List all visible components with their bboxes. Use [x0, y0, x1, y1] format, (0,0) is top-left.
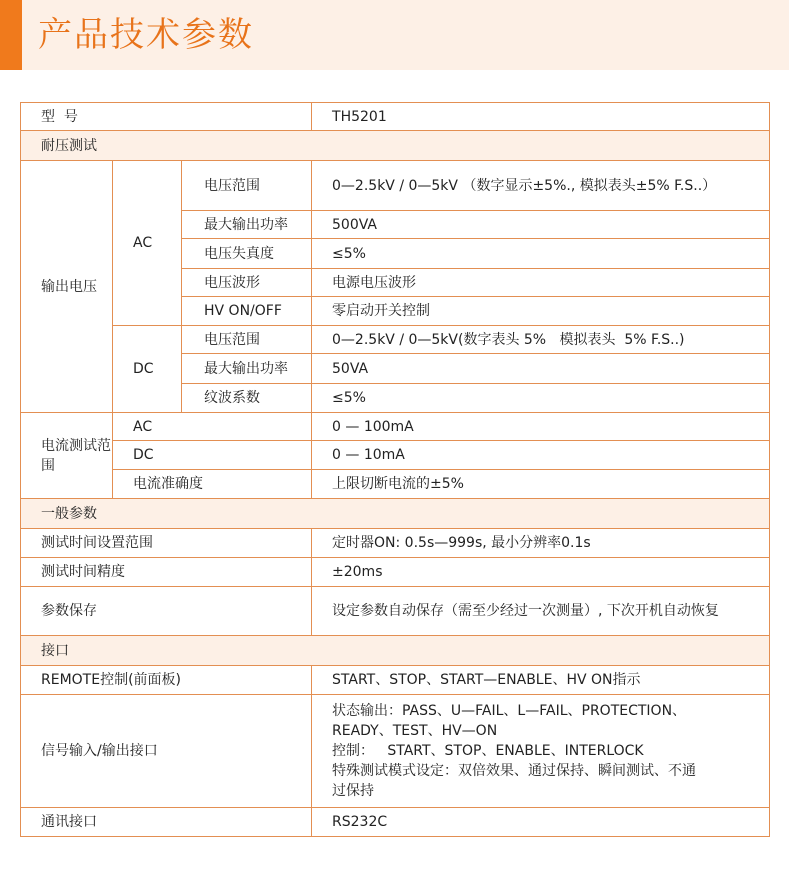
current-range-label: 电流测试范围 — [21, 413, 113, 499]
section-row — [21, 499, 770, 529]
section-withstand: 耐压测试 — [21, 131, 770, 161]
table-row — [21, 529, 770, 558]
output-voltage-label: 输出电压 — [21, 161, 113, 413]
comm-interface-value: RS232C — [312, 808, 770, 837]
ac-voltage-range-value: 0—2.5kV / 0—5kV （数字显示±5%., 模拟表头±5% F.S..） — [312, 161, 770, 211]
current-dc-label: DC — [113, 441, 312, 470]
dc-ripple-label: 纹波系数 — [182, 384, 312, 413]
ac-waveform-value: 电源电压波形 — [312, 269, 770, 297]
table-row — [21, 161, 770, 211]
title-banner — [0, 0, 789, 70]
section-row — [21, 131, 770, 161]
dc-max-power-value: 50VA — [312, 354, 770, 384]
table-row — [21, 103, 770, 131]
current-accuracy-label: 电流准确度 — [113, 470, 312, 499]
signal-io-line: 特殊测试模式设定：双倍效果、通过保持、瞬间测试、不通 — [332, 763, 697, 779]
signal-io-label: 信号输入/输出接口 — [21, 695, 312, 808]
page-title: 产品技术参数 — [38, 15, 254, 55]
current-dc-value: 0 — 10mA — [312, 441, 770, 470]
remote-control-label: REMOTE控制(前面板) — [21, 666, 312, 695]
remote-control-value: START、STOP、START—ENABLE、HV ON指示 — [312, 666, 770, 695]
table-row — [21, 441, 770, 470]
signal-io-value — [312, 695, 770, 808]
param-save-label: 参数保存 — [21, 587, 312, 636]
table-row — [21, 695, 770, 808]
spec-table — [20, 102, 770, 837]
ac-max-power-label: 最大输出功率 — [182, 211, 312, 239]
table-row — [21, 558, 770, 587]
accent-bar — [0, 0, 22, 70]
signal-io-line: READY、TEST、HV—ON — [332, 723, 498, 739]
section-row — [21, 636, 770, 666]
test-time-accuracy-label: 测试时间精度 — [21, 558, 312, 587]
hv-onoff-label: HV ON/OFF — [182, 297, 312, 326]
current-ac-value: 0 — 100mA — [312, 413, 770, 441]
table-row — [21, 470, 770, 499]
model-label: 型 号 — [21, 103, 312, 131]
comm-interface-label: 通讯接口 — [21, 808, 312, 837]
test-time-range-label: 测试时间设置范围 — [21, 529, 312, 558]
ac-distortion-label: 电压失真度 — [182, 239, 312, 269]
signal-io-line: 控制： START、STOP、ENABLE、INTERLOCK — [332, 743, 644, 759]
current-ac-label: AC — [113, 413, 312, 441]
ac-label: AC — [113, 161, 182, 326]
table-row — [21, 808, 770, 837]
test-time-accuracy-value: ±20ms — [312, 558, 770, 587]
param-save-value: 设定参数自动保存（需至少经过一次测量）, 下次开机自动恢复 — [312, 587, 770, 636]
ac-max-power-value: 500VA — [312, 211, 770, 239]
table-row — [21, 413, 770, 441]
model-value: TH5201 — [312, 103, 770, 131]
dc-max-power-label: 最大输出功率 — [182, 354, 312, 384]
table-row — [21, 587, 770, 636]
dc-label: DC — [113, 326, 182, 413]
hv-onoff-value: 零启动开关控制 — [312, 297, 770, 326]
ac-distortion-value: ≤5% — [312, 239, 770, 269]
table-row — [21, 666, 770, 695]
signal-io-line: 状态输出：PASS、U—FAIL、L—FAIL、PROTECTION、 — [332, 703, 687, 719]
section-interface: 接口 — [21, 636, 770, 666]
current-accuracy-value: 上限切断电流的±5% — [312, 470, 770, 499]
dc-voltage-range-value: 0—2.5kV / 0—5kV(数字表头 5% 模拟表头 5% F.S..) — [312, 326, 770, 354]
dc-voltage-range-label: 电压范围 — [182, 326, 312, 354]
table-row — [21, 326, 770, 354]
ac-waveform-label: 电压波形 — [182, 269, 312, 297]
dc-ripple-value: ≤5% — [312, 384, 770, 413]
section-general: 一般参数 — [21, 499, 770, 529]
signal-io-line: 过保持 — [332, 783, 375, 799]
ac-voltage-range-label: 电压范围 — [182, 161, 312, 211]
test-time-range-value: 定时器ON: 0.5s—999s, 最小分辨率0.1s — [312, 529, 770, 558]
